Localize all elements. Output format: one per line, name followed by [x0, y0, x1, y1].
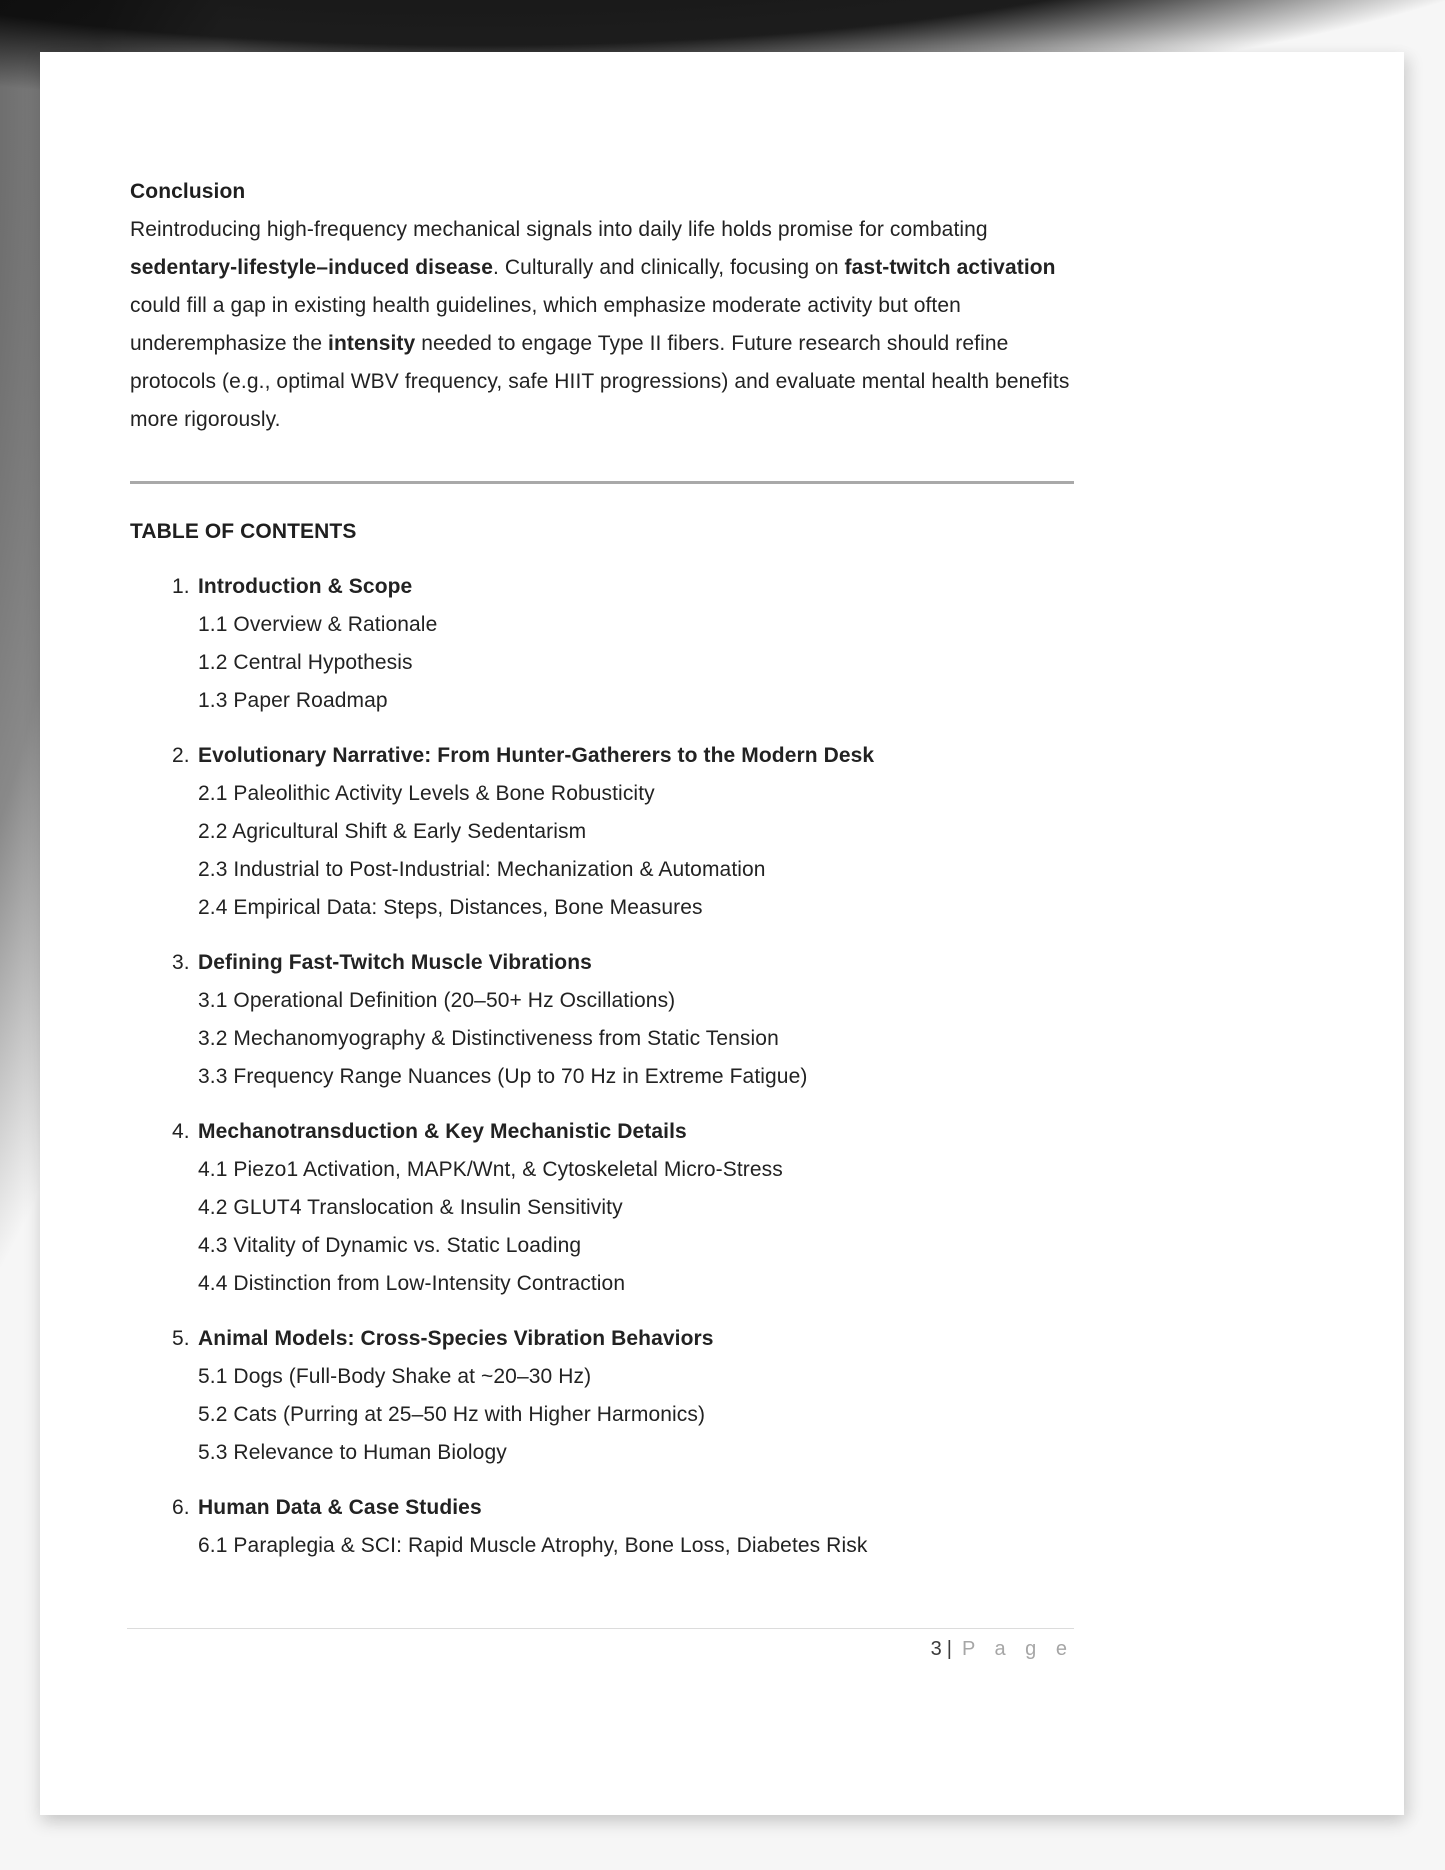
bold-text-run: fast-twitch activation	[844, 256, 1056, 279]
toc-item	[130, 1320, 1074, 1472]
toc-subitem: 5.3 Relevance to Human Biology	[198, 1441, 507, 1464]
toc-item	[130, 568, 1074, 720]
toc-subitem: 3.3 Frequency Range Nuances (Up to 70 Hz in Extreme Fatigue)	[198, 1065, 808, 1088]
conclusion-paragraph	[130, 211, 1074, 439]
toc-item-number: 4.	[172, 1120, 190, 1143]
document-page	[40, 52, 1404, 1815]
conclusion-heading: Conclusion	[130, 180, 246, 203]
toc-item	[130, 944, 1074, 1096]
toc-item-number: 5.	[172, 1327, 190, 1350]
toc-subitem: 2.1 Paleolithic Activity Levels & Bone Robusticity	[198, 782, 655, 805]
toc-subitem: 5.1 Dogs (Full-Body Shake at ~20–30 Hz)	[198, 1365, 592, 1388]
toc-subitem: 5.2 Cats (Purring at 25–50 Hz with Higher Harmonics)	[198, 1403, 706, 1426]
toc-item-heading	[130, 944, 1074, 982]
toc-subitem: 4.1 Piezo1 Activation, MAPK/Wnt, & Cytoskeletal Micro-Stress	[198, 1158, 783, 1181]
footer-page-label: P a g e	[961, 1638, 1074, 1660]
toc-subitem: 4.4 Distinction from Low-Intensity Contraction	[198, 1272, 626, 1295]
toc-item-heading	[130, 568, 1074, 606]
footer-separator: |	[946, 1638, 952, 1660]
toc-subitem: 6.1 Paraplegia & SCI: Rapid Muscle Atrophy, Bone Loss, Diabetes Risk	[198, 1534, 868, 1557]
toc-list	[130, 568, 1074, 1565]
toc-item-number: 3.	[172, 951, 190, 974]
page-content	[40, 52, 1404, 1565]
bold-text-run: sedentary-lifestyle–induced disease	[130, 256, 493, 279]
toc-item-title: Mechanotransduction & Key Mechanistic Details	[198, 1120, 687, 1143]
toc-subitem: 1.2 Central Hypothesis	[198, 651, 413, 674]
toc-item-heading	[130, 737, 1074, 775]
text-run: Reintroducing high-frequency mechanical signals into daily life holds promise for combating	[130, 218, 988, 241]
toc-item-number: 2.	[172, 744, 190, 767]
text-run: . Culturally and clinically, focusing on	[493, 256, 845, 279]
toc-item	[130, 1113, 1074, 1303]
toc-item-heading	[130, 1113, 1074, 1151]
toc-item	[130, 1489, 1074, 1565]
toc-subitem: 4.3 Vitality of Dynamic vs. Static Loading	[198, 1234, 582, 1257]
toc-heading: TABLE OF CONTENTS	[130, 520, 357, 543]
toc-item-number: 1.	[172, 575, 190, 598]
section-divider	[130, 481, 1074, 484]
toc-subitem: 2.4 Empirical Data: Steps, Distances, Bone Measures	[198, 896, 703, 919]
toc-item-title: Human Data & Case Studies	[198, 1496, 482, 1519]
toc-subitem: 1.3 Paper Roadmap	[198, 689, 388, 712]
toc-item-title: Evolutionary Narrative: From Hunter-Gatherers to the Modern Desk	[198, 744, 875, 767]
toc-item-heading	[130, 1320, 1074, 1358]
toc-item-title: Defining Fast-Twitch Muscle Vibrations	[198, 951, 592, 974]
page-number: 3	[930, 1638, 942, 1660]
toc-item-title: Introduction & Scope	[198, 575, 413, 598]
toc-subitem: 1.1 Overview & Rationale	[198, 613, 438, 636]
bold-text-run: intensity	[328, 332, 416, 355]
toc-subitem: 4.2 GLUT4 Translocation & Insulin Sensitivity	[198, 1196, 623, 1219]
text-run: needed to engage Type II fibers. Future research should refine protocols (e.g., optimal WBV frequency, safe HIIT progressions) and evaluate mental health benefits more rigorously.	[130, 332, 1070, 431]
toc-item-number: 6.	[172, 1496, 190, 1519]
toc-subitem: 2.2 Agricultural Shift & Early Sedentarism	[198, 820, 587, 843]
toc-item	[130, 737, 1074, 927]
toc-subitem: 2.3 Industrial to Post-Industrial: Mechanization & Automation	[198, 858, 766, 881]
toc-subitem: 3.2 Mechanomyography & Distinctiveness from Static Tension	[198, 1027, 779, 1050]
toc-subitem: 3.1 Operational Definition (20–50+ Hz Oscillations)	[198, 989, 676, 1012]
toc-item-heading	[130, 1489, 1074, 1527]
toc-item-title: Animal Models: Cross-Species Vibration Behaviors	[198, 1327, 714, 1350]
page-footer	[127, 1628, 1074, 1662]
text-run: could fill a gap in existing health guidelines, which emphasize moderate activity but often underemphasize the	[130, 294, 961, 355]
